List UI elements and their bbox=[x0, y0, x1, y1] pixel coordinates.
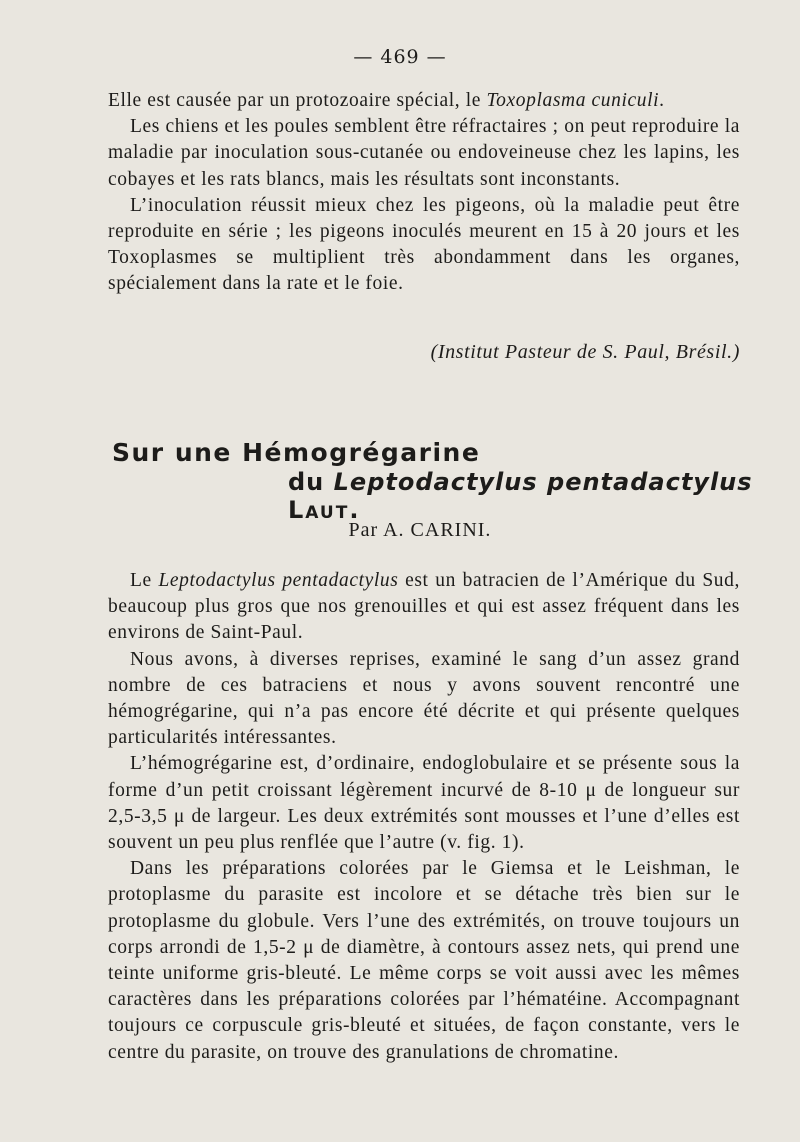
title-du: du bbox=[288, 468, 334, 496]
title-author-abbr: Laut. bbox=[288, 496, 361, 524]
article-p1-species: Leptodactylus pentadactylus bbox=[158, 570, 399, 591]
intro-paragraph-2: Les chiens et les poules semblent être réfractaires ; on peut reproduire la maladie par inoculation sous-cutanée ou endoveineuse chez les lapins, les cobayes et les rats blancs, mais les résultats sont inconstants. bbox=[108, 116, 740, 190]
intro-p1-end: . bbox=[659, 90, 665, 111]
signature-text: (Institut Pasteur de S. Paul, Brésil.) bbox=[430, 341, 740, 363]
page-number: — 469 — bbox=[353, 46, 447, 68]
article-paragraph-3: L’hémogrégarine est, d’ordinaire, endoglobulaire et se présente sous la forme d’un petit croissant légèrement incurvé de 8-10 μ de longueur sur 2,5-3,5 μ de largeur. Les deux extrémités sont mousses et l’une d’elles est souvent un peu plus renflée que l’autre (v. fig. 1). bbox=[108, 753, 740, 854]
intro-paragraph-3: L’inoculation réussit mieux chez les pigeons, où la maladie peut être reproduite en série ; les pigeons inoculés meurent en 15 à 20 jours et les Toxoplasmes se multiplient très abondamment dans les organes, spécialement dans la rate et le foie. bbox=[108, 194, 740, 295]
institution-signature bbox=[330, 341, 740, 364]
article-body bbox=[108, 568, 740, 1066]
article-p1-rest: est un batracien de l’Amérique du Sud, beaucoup plus gros que nos grenouilles et qui est assez fréquent dans les environs de Saint-Paul. bbox=[108, 570, 740, 644]
article-paragraph-1 bbox=[108, 568, 740, 647]
article-title-line-1: Sur une Hémogrégarine bbox=[112, 438, 481, 467]
article-author: Par A. CARINI. bbox=[348, 519, 492, 541]
article-title-line-2 bbox=[288, 468, 800, 524]
intro-p1-text: Elle est causée par un protozoaire spécial, le bbox=[108, 90, 487, 111]
article-p1-start: Le bbox=[130, 570, 159, 591]
intro-paragraph-1 bbox=[108, 88, 740, 114]
title-species: Leptodactylus pentadactylus bbox=[333, 468, 753, 496]
intro-text bbox=[108, 88, 740, 298]
article-paragraph-4: Dans les préparations colorées par le Giemsa et le Leishman, le protoplasme du parasite est incolore et se détache très bien sur le protoplasme du globule. Vers l’une des extrémités, on trouve toujours un corps arrondi de 1,5-2 μ de diamètre, à contours assez nets, qui prend une teinte uniforme gris-bleuté. Le même corps se voit aussi avec les mêmes caractères dans les préparations colorées par l’hématéine. Accompagnant toujours ce corpuscule gris-bleuté et situées, de façon constante, vers le centre du parasite, on trouve des granulations de chromatine. bbox=[108, 858, 740, 1063]
article-paragraph-2: Nous avons, à diverses reprises, examiné le sang d’un assez grand nombre de ces batraciens et nous y avons souvent rencontré une hémogrégarine, qui n’a pas encore été décrite et qui présente quelques particularités intéressantes. bbox=[108, 648, 740, 749]
intro-p1-species: Toxoplasma cuniculi bbox=[486, 90, 660, 111]
